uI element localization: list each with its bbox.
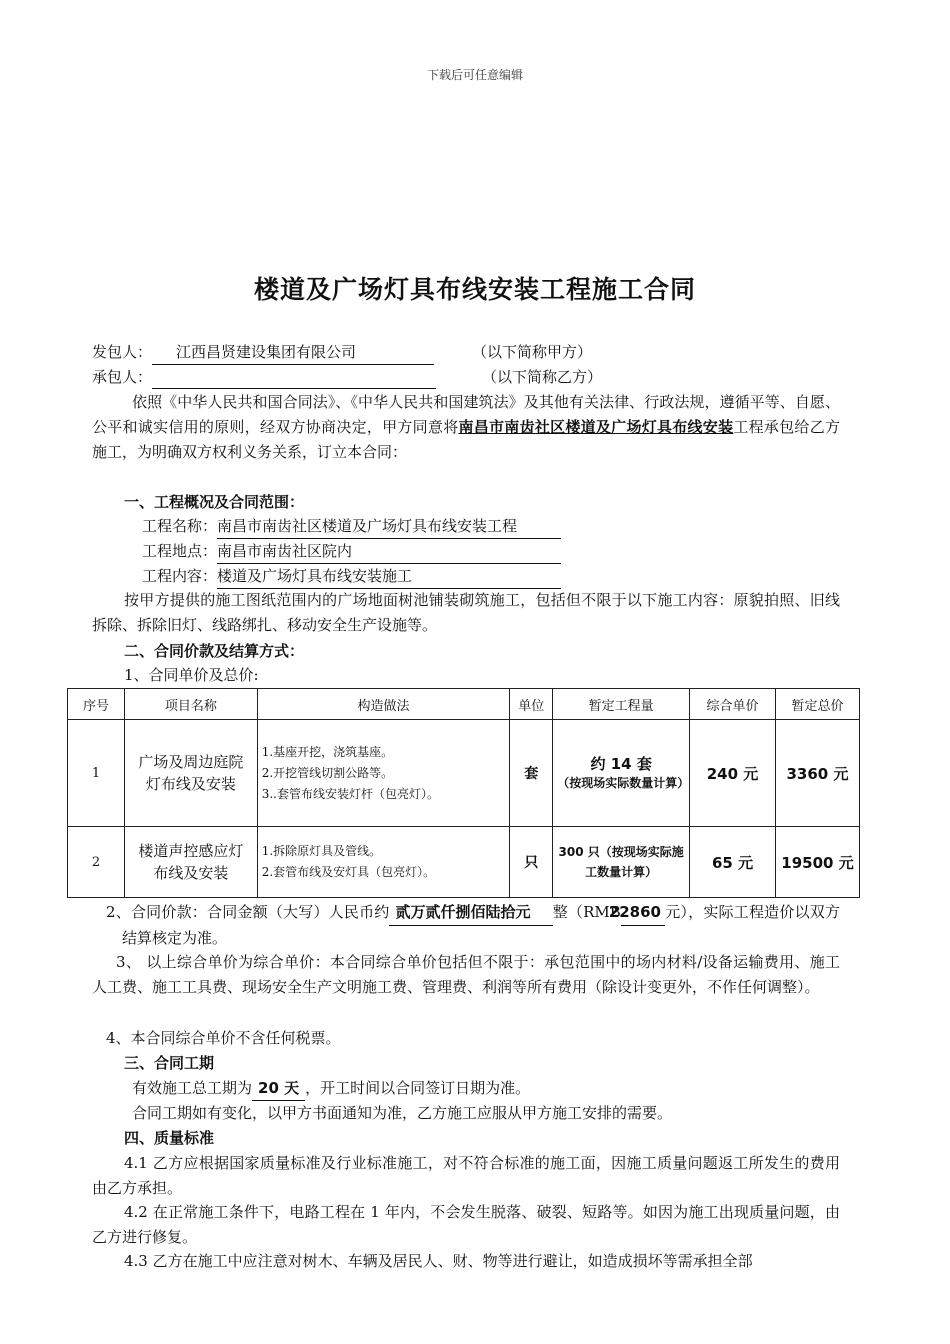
row-quantity bbox=[553, 720, 690, 827]
employer-field bbox=[152, 340, 434, 365]
project-content-value: 楼道及广场灯具布线安装施工 bbox=[217, 564, 561, 589]
section4-heading: 四、质量标准 bbox=[124, 1129, 215, 1147]
project-content-line bbox=[142, 564, 561, 589]
table-row bbox=[68, 827, 860, 898]
project-location-value: 南昌市南齿社区院内 bbox=[217, 539, 561, 564]
table-row bbox=[68, 720, 860, 827]
employer-line bbox=[92, 340, 434, 365]
intro-paragraph bbox=[92, 390, 840, 465]
method-line: 2.套管布线及安灯具（包亮灯）。 bbox=[261, 865, 436, 879]
quality-clause-1: 4.1 乙方应根据国家质量标准及行业标准施工，对不符合标准的施工面，因施工质量问题返工所发生的费用由乙方承担。 bbox=[92, 1154, 840, 1197]
amount-rmb: 22860 bbox=[621, 900, 665, 926]
schedule-line-2: 合同工期如有变化，以甲方书面通知为准，乙方施工应服从甲方施工安排的需要。 bbox=[132, 1104, 673, 1122]
scope-paragraph: 按甲方提供的施工图纸范围内的广场地面树池铺装砌筑施工，包括但不限于以下施工内容：原貌拍照、旧线拆除、拆除旧灯、线路绑扎、移动安全生产设施等。 bbox=[92, 591, 840, 634]
contractor-label: 承包人： bbox=[92, 368, 153, 386]
method-line: 1.拆除原灯具及管线。 bbox=[261, 844, 382, 858]
row-unit: 套 bbox=[510, 720, 553, 827]
schedule-suffix: ，开工时间以合同签订日期为准。 bbox=[305, 1079, 531, 1097]
schedule-line-1 bbox=[132, 1076, 530, 1101]
employer-note: （以下简称甲方） bbox=[472, 343, 593, 361]
intro-part2: 工程承包给乙方施工，为明确双方权利义务关系，订立本合同： bbox=[92, 418, 840, 461]
amount-in-words: 贰万贰仟捌佰陆拾元 bbox=[389, 900, 552, 926]
section2-heading: 二、合同价款及结算方式： bbox=[124, 642, 305, 660]
row-method bbox=[257, 827, 510, 898]
price-table bbox=[67, 688, 860, 898]
page-title: 楼道及广场灯具布线安装工程施工合同 bbox=[253, 275, 696, 304]
contract-amount-paragraph bbox=[106, 900, 840, 951]
project-name-label: 工程名称： bbox=[142, 517, 218, 535]
row-unit-price: 65 元 bbox=[690, 827, 776, 898]
method-line: 2.开挖管线切割公路等。 bbox=[261, 765, 394, 780]
header-quantity: 暂定工程量 bbox=[553, 689, 690, 720]
schedule-prefix: 有效施工总工期为 bbox=[132, 1079, 253, 1097]
schedule-days: 20 天 bbox=[252, 1076, 305, 1101]
price-subheading: 1、合同单价及总价: bbox=[124, 666, 259, 684]
quantity-note: （按现场实际数量计算） bbox=[557, 776, 690, 790]
row-no: 1 bbox=[68, 720, 125, 827]
row-item-name: 广场及周边庭院灯布线及安装 bbox=[124, 720, 257, 827]
intro-part1: 依照《中华人民共和国合同法》、《中华人民共和国建筑法》及其他有关法律、行政法规，遵循平等、自愿、公平和诚实信用的原则，经双方协商决定，甲方同意将 bbox=[92, 393, 840, 436]
project-location-label: 工程地点： bbox=[142, 542, 218, 560]
intro-project-name: 南昌市南齿社区楼道及广场灯具布线安装 bbox=[458, 418, 734, 436]
project-name-value: 南昌市南齿社区楼道及广场灯具布线安装工程 bbox=[217, 514, 561, 539]
quantity-main: 300 只 bbox=[558, 845, 600, 859]
contractor-line bbox=[92, 365, 436, 389]
method-line: 3..套管布线安装灯杆（包亮灯）。 bbox=[261, 786, 439, 801]
row-method bbox=[257, 720, 510, 827]
header-unit-price: 综合单价 bbox=[690, 689, 776, 720]
project-name-line bbox=[142, 514, 561, 539]
quality-clause-3: 4.3 乙方在施工中应注意对树木、车辆及居民人、财、物等进行避让，如造成损坏等需承担全部 bbox=[124, 1252, 753, 1270]
row-unit-price: 240 元 bbox=[690, 720, 776, 827]
employer-value: 江西昌贤建设集团有限公司 bbox=[176, 343, 357, 361]
project-content-label: 工程内容： bbox=[142, 567, 218, 585]
header-method: 构造做法 bbox=[257, 689, 510, 720]
section1-heading: 一、工程概况及合同范围： bbox=[124, 493, 305, 511]
contractor-note: （以下简称乙方） bbox=[482, 368, 603, 386]
tax-clause: 4、本合同综合单价不含任何税票。 bbox=[106, 1029, 341, 1047]
row-no: 2 bbox=[68, 827, 125, 898]
row-unit: 只 bbox=[510, 827, 553, 898]
header-total: 暂定总价 bbox=[775, 689, 859, 720]
amount-suffix: 元），实际工程造价以双方结算核定为准。 bbox=[122, 903, 840, 947]
quantity-text bbox=[557, 842, 685, 882]
amount-mid: 整（RMB bbox=[552, 903, 621, 921]
quantity-note: （按现场实际施工数量计算） bbox=[585, 845, 684, 879]
amount-prefix: 2、合同价款：合同金额（大写）人民币约 bbox=[106, 903, 390, 921]
section3-heading: 三、合同工期 bbox=[124, 1054, 215, 1072]
row-total: 3360 元 bbox=[775, 720, 859, 827]
contractor-blank bbox=[152, 370, 436, 389]
header-note: 下载后可任意编辑 bbox=[426, 68, 523, 82]
header-no: 序号 bbox=[68, 689, 125, 720]
row-quantity bbox=[553, 827, 690, 898]
project-location-line bbox=[142, 539, 561, 564]
table-header-row bbox=[68, 689, 860, 720]
quality-clause-2: 4.2 在正常施工条件下，电路工程在 1 年内，不会发生脱落、破裂、短路等。如因为施工出现质量问题，由乙方进行修复。 bbox=[92, 1203, 840, 1246]
header-unit: 单位 bbox=[510, 689, 553, 720]
unit-price-clause: 3、 以上综合单价为综合单价：本合同综合单价包括但不限于：承包范围中的场内材料/设备运输费用、施工人工费、施工工具费、现场安全生产文明施工费、管理费、利润等所有费用（除设计变更外，不作任何调整）。 bbox=[92, 953, 840, 996]
employer-label: 发包人： bbox=[92, 343, 153, 361]
header-item-name: 项目名称 bbox=[124, 689, 257, 720]
quantity-main: 约 14 套 bbox=[590, 755, 652, 773]
method-line: 1.基座开挖，浇筑基座。 bbox=[261, 744, 394, 759]
row-total: 19500 元 bbox=[775, 827, 859, 898]
row-item-name: 楼道声控感应灯布线及安装 bbox=[124, 827, 257, 898]
